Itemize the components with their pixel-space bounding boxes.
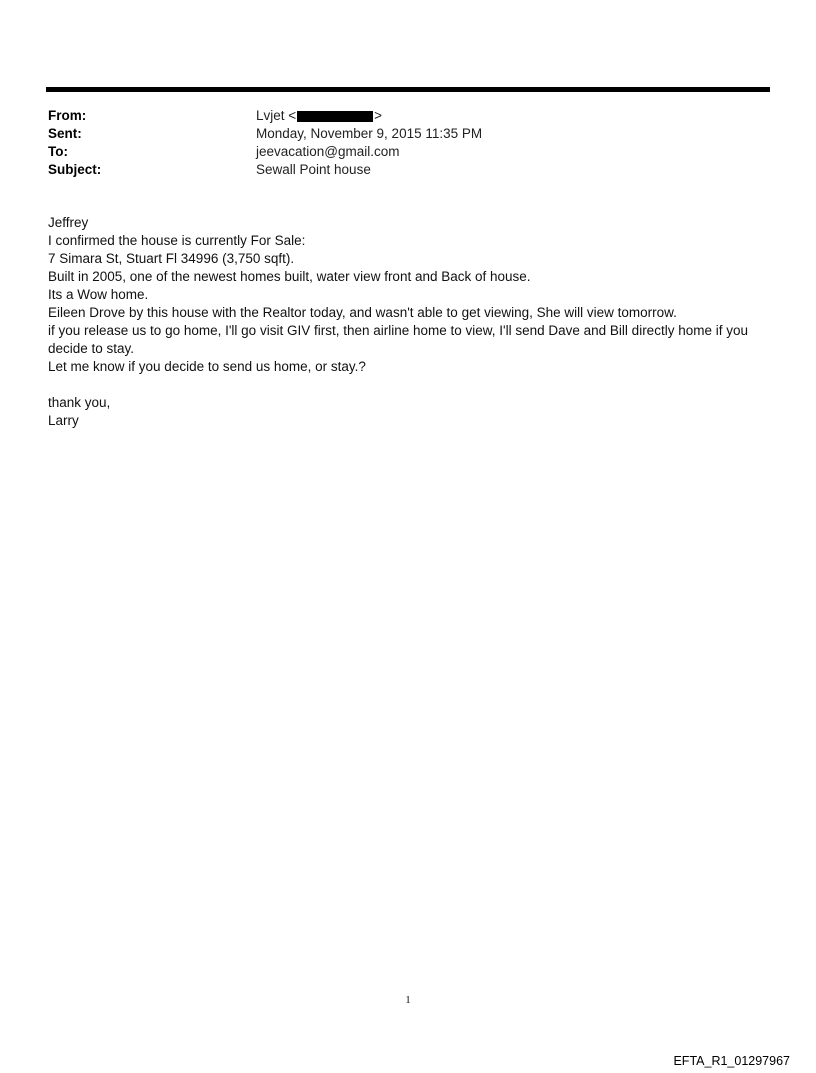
to-label: To: [48, 144, 68, 159]
subject-label: Subject: [48, 162, 102, 177]
signature: Larry [48, 413, 79, 428]
sent-value: Monday, November 9, 2015 11:35 PM [256, 126, 483, 141]
body-line: Its a Wow home. [48, 287, 149, 302]
body-line: Built in 2005, one of the newest homes built, water view front and Back of house. [48, 269, 531, 284]
body-line: Eileen Drove by this house with the Realtor today, and wasn't able to get viewing, She will view tomorrow. [48, 305, 677, 320]
from-row [48, 107, 768, 125]
sent-label: Sent: [48, 126, 82, 141]
from-label: From: [48, 108, 87, 123]
header-divider-rule [46, 87, 770, 92]
email-header-block [48, 107, 768, 179]
sent-row [48, 125, 768, 143]
page-number: 1 [405, 994, 411, 1006]
body-line: decide to stay. [48, 341, 135, 356]
body-line: Let me know if you decide to send us home, or stay.? [48, 359, 366, 374]
greeting: Jeffrey [48, 215, 89, 230]
subject-value: Sewall Point house [256, 162, 371, 177]
body-line: I confirmed the house is currently For Sale: [48, 233, 306, 248]
from-name: Lvjet < [256, 108, 297, 123]
document-id: EFTA_R1_01297967 [673, 1054, 790, 1068]
to-row [48, 143, 768, 161]
from-close-bracket: > [374, 108, 383, 123]
from-value [256, 107, 382, 125]
body-line: if you release us to go home, I'll go visit GIV first, then airline home to view, I'll send Dave and Bill directly home if you [48, 323, 748, 338]
redaction-box [297, 111, 373, 122]
email-body [48, 214, 768, 430]
paragraph-gap [48, 376, 768, 394]
subject-row [48, 161, 768, 179]
to-value: jeevacation@gmail.com [256, 144, 400, 159]
closing: thank you, [48, 395, 111, 410]
body-line: 7 Simara St, Stuart Fl 34996 (3,750 sqft). [48, 251, 295, 266]
